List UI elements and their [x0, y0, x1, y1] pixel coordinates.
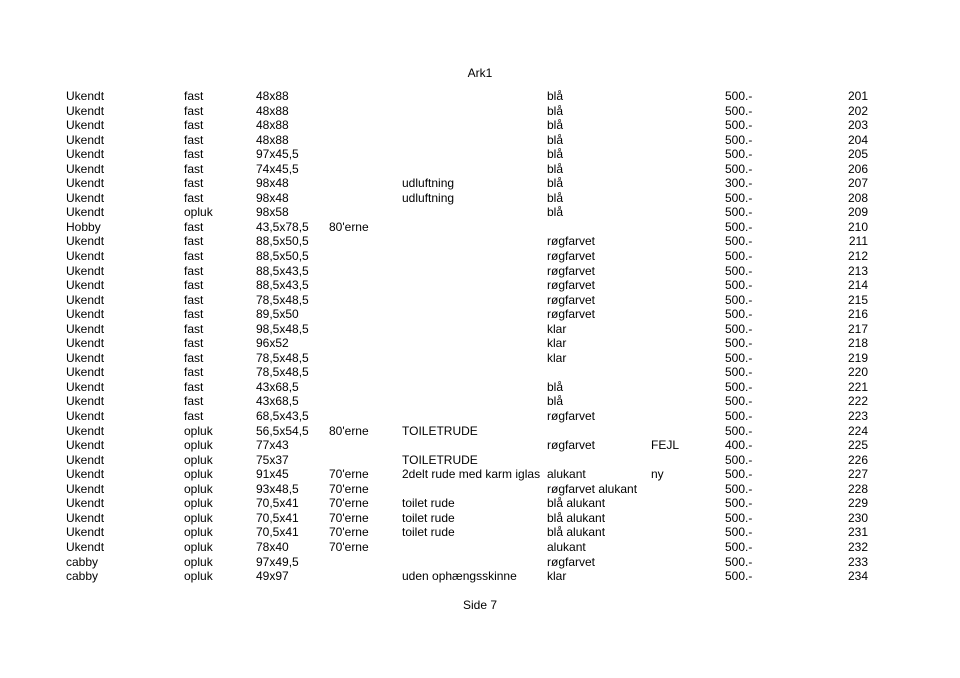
glass-cell: klar [547, 321, 567, 336]
model-cell: Ukendt [66, 263, 105, 278]
table-row [0, 162, 960, 177]
glass-cell: røgfarvet [547, 554, 596, 569]
type-cell: opluk [184, 496, 213, 511]
type-cell: fast [184, 321, 204, 336]
table-row [0, 205, 960, 220]
note-cell: 2delt rude med karm iglas [402, 467, 541, 482]
type-cell: fast [184, 118, 204, 133]
table-row [0, 525, 960, 540]
table-row [0, 496, 960, 511]
era-cell: 70'erne [329, 539, 369, 554]
item-number-cell: 229 [847, 496, 868, 511]
table-row [0, 380, 960, 395]
glass-cell: klar [547, 336, 567, 351]
item-number-cell: 207 [847, 176, 868, 191]
item-number-cell: 203 [847, 118, 868, 133]
price-cell: 500.- [725, 554, 753, 569]
glass-cell: røgfarvet [547, 278, 596, 293]
sheet-title: Ark1 [467, 66, 493, 80]
glass-cell: blå [547, 103, 564, 118]
price-cell: 500.- [725, 292, 753, 307]
item-number-cell: 219 [847, 350, 868, 365]
table-row [0, 176, 960, 191]
item-number-cell: 231 [847, 525, 868, 540]
price-cell: 500.- [725, 132, 753, 147]
size-cell: 98x58 [256, 205, 289, 220]
size-cell: 43,5x78,5 [256, 219, 309, 234]
item-number-cell: 222 [847, 394, 868, 409]
size-cell: 91x45 [256, 467, 289, 482]
price-cell: 500.- [725, 278, 753, 293]
type-cell: fast [184, 307, 204, 322]
type-cell: fast [184, 394, 204, 409]
table-row [0, 89, 960, 104]
price-cell: 500.- [725, 336, 753, 351]
type-cell: fast [184, 278, 204, 293]
model-cell: Ukendt [66, 525, 105, 540]
price-cell: 500.- [725, 190, 753, 205]
size-cell: 88,5x50,5 [256, 234, 309, 249]
page-number: Side 7 [462, 598, 498, 612]
item-number-cell: 227 [847, 467, 868, 482]
type-cell: fast [184, 219, 204, 234]
model-cell: Ukendt [66, 132, 105, 147]
item-number-cell: 217 [847, 321, 868, 336]
size-cell: 74x45,5 [256, 161, 299, 176]
price-cell: 500.- [725, 321, 753, 336]
item-number-cell: 221 [847, 379, 868, 394]
type-cell: fast [184, 365, 204, 380]
size-cell: 98,5x48,5 [256, 321, 309, 336]
size-cell: 78x40 [256, 539, 289, 554]
note-cell: udluftning [402, 190, 455, 205]
price-cell: 500.- [725, 496, 753, 511]
price-cell: 500.- [725, 234, 753, 249]
table-row [0, 365, 960, 380]
note-cell: toilet rude [402, 496, 455, 511]
model-cell: Ukendt [66, 350, 105, 365]
item-number-cell: 226 [847, 452, 868, 467]
type-cell: fast [184, 409, 204, 424]
size-cell: 93x48,5 [256, 481, 299, 496]
table-row [0, 307, 960, 322]
table-row [0, 220, 960, 235]
item-number-cell: 213 [847, 263, 868, 278]
model-cell: Ukendt [66, 321, 105, 336]
type-cell: fast [184, 263, 204, 278]
price-cell: 500.- [725, 467, 753, 482]
model-cell: Ukendt [66, 365, 105, 380]
table-row [0, 424, 960, 439]
size-cell: 77x43 [256, 438, 289, 453]
item-number-cell: 224 [847, 423, 868, 438]
table-row [0, 453, 960, 468]
model-cell: Ukendt [66, 292, 105, 307]
item-number-cell: 202 [847, 103, 868, 118]
price-cell: 500.- [725, 379, 753, 394]
price-cell: 500.- [725, 219, 753, 234]
size-cell: 88,5x43,5 [256, 263, 309, 278]
type-cell: fast [184, 147, 204, 162]
size-cell: 97x45,5 [256, 147, 299, 162]
glass-cell: blå [547, 89, 564, 103]
type-cell: opluk [184, 205, 213, 220]
type-cell: fast [184, 292, 204, 307]
model-cell: Ukendt [66, 234, 105, 249]
table-row [0, 249, 960, 264]
type-cell: opluk [184, 510, 213, 525]
note-cell: TOILETRUDE [402, 423, 478, 438]
table-row [0, 540, 960, 555]
glass-cell: røgfarvet [547, 234, 596, 249]
era-cell: 70'erne [329, 467, 369, 482]
glass-cell: blå [547, 379, 564, 394]
glass-cell: alukant [547, 467, 586, 482]
era-cell: 70'erne [329, 496, 369, 511]
size-cell: 96x52 [256, 336, 289, 351]
price-cell: 500.- [725, 147, 753, 162]
model-cell: Ukendt [66, 190, 105, 205]
glass-cell: røgfarvet [547, 409, 596, 424]
table-row [0, 322, 960, 337]
type-cell: fast [184, 89, 204, 103]
size-cell: 70,5x41 [256, 496, 299, 511]
size-cell: 43x68,5 [256, 394, 299, 409]
price-cell: 500.- [725, 539, 753, 554]
item-number-cell: 233 [847, 554, 868, 569]
glass-cell: klar [547, 569, 567, 584]
item-number-cell: 230 [847, 510, 868, 525]
price-cell: 500.- [725, 525, 753, 540]
type-cell: opluk [184, 554, 213, 569]
type-cell: fast [184, 249, 204, 264]
item-number-cell: 214 [847, 278, 868, 293]
glass-cell: blå alukant [547, 496, 606, 511]
glass-cell: klar [547, 350, 567, 365]
price-cell: 500.- [725, 263, 753, 278]
type-cell: fast [184, 379, 204, 394]
model-cell: Ukendt [66, 336, 105, 351]
glass-cell: blå [547, 176, 564, 191]
item-number-cell: 228 [847, 481, 868, 496]
size-cell: 48x88 [256, 118, 289, 133]
size-cell: 97x49,5 [256, 554, 299, 569]
glass-cell: blå [547, 161, 564, 176]
glass-cell: blå [547, 118, 564, 133]
data-table [0, 89, 960, 584]
glass-cell: blå [547, 394, 564, 409]
table-row [0, 555, 960, 570]
note-cell: uden ophængsskinne [402, 569, 517, 584]
model-cell: Ukendt [66, 249, 105, 264]
size-cell: 78,5x48,5 [256, 350, 309, 365]
table-row [0, 191, 960, 206]
type-cell: fast [184, 161, 204, 176]
item-number-cell: 225 [847, 438, 868, 453]
item-number-cell: 204 [847, 132, 868, 147]
model-cell: Ukendt [66, 423, 105, 438]
price-cell: 500.- [725, 481, 753, 496]
model-cell: Ukendt [66, 496, 105, 511]
item-number-cell: 205 [847, 147, 868, 162]
table-row [0, 133, 960, 148]
price-cell: 500.- [725, 350, 753, 365]
price-cell: 500.- [725, 569, 753, 584]
table-row [0, 293, 960, 308]
size-cell: 88,5x50,5 [256, 249, 309, 264]
glass-cell: røgfarvet alukant [547, 481, 638, 496]
table-row [0, 264, 960, 279]
glass-cell: røgfarvet [547, 249, 596, 264]
type-cell: opluk [184, 481, 213, 496]
price-cell: 500.- [725, 409, 753, 424]
note-cell: toilet rude [402, 525, 455, 540]
item-number-cell: 211 [848, 234, 868, 249]
table-row [0, 467, 960, 482]
table-row [0, 394, 960, 409]
model-cell: Hobby [66, 219, 101, 234]
glass-cell: blå alukant [547, 525, 606, 540]
type-cell: fast [184, 190, 204, 205]
item-number-cell: 215 [847, 292, 868, 307]
glass-cell: røgfarvet [547, 292, 596, 307]
item-number-cell: 216 [847, 307, 868, 322]
note-cell: toilet rude [402, 510, 455, 525]
glass-cell: blå [547, 190, 564, 205]
era-cell: 70'erne [329, 525, 369, 540]
model-cell: Ukendt [66, 539, 105, 554]
type-cell: opluk [184, 569, 213, 584]
glass-cell: alukant [547, 539, 586, 554]
size-cell: 98x48 [256, 176, 289, 191]
size-cell: 70,5x41 [256, 510, 299, 525]
model-cell: Ukendt [66, 409, 105, 424]
model-cell: Ukendt [66, 176, 105, 191]
model-cell: Ukendt [66, 161, 105, 176]
type-cell: fast [184, 350, 204, 365]
glass-cell: røgfarvet [547, 307, 596, 322]
table-row [0, 409, 960, 424]
model-cell: Ukendt [66, 394, 105, 409]
table-row [0, 234, 960, 249]
model-cell: Ukendt [66, 481, 105, 496]
item-number-cell: 208 [847, 190, 868, 205]
table-row [0, 511, 960, 526]
item-number-cell: 223 [847, 409, 868, 424]
price-cell: 500.- [725, 423, 753, 438]
price-cell: 500.- [725, 89, 753, 103]
table-row [0, 336, 960, 351]
price-cell: 500.- [725, 452, 753, 467]
type-cell: opluk [184, 423, 213, 438]
price-cell: 300.- [725, 176, 753, 191]
price-cell: 500.- [725, 394, 753, 409]
model-cell: Ukendt [66, 379, 105, 394]
price-cell: 500.- [725, 249, 753, 264]
model-cell: Ukendt [66, 510, 105, 525]
item-number-cell: 201 [847, 89, 868, 103]
era-cell: 70'erne [329, 510, 369, 525]
size-cell: 75x37 [256, 452, 289, 467]
price-cell: 500.- [725, 118, 753, 133]
item-number-cell: 212 [847, 249, 868, 264]
model-cell: Ukendt [66, 438, 105, 453]
item-number-cell: 232 [847, 539, 868, 554]
item-number-cell: 234 [847, 569, 868, 584]
size-cell: 78,5x48,5 [256, 292, 309, 307]
size-cell: 88,5x43,5 [256, 278, 309, 293]
glass-cell: blå alukant [547, 510, 606, 525]
item-number-cell: 206 [847, 161, 868, 176]
era-cell: 80'erne [329, 423, 369, 438]
table-row [0, 278, 960, 293]
model-cell: cabby [66, 554, 99, 569]
glass-cell: blå [547, 147, 564, 162]
model-cell: Ukendt [66, 147, 105, 162]
glass-cell: røgfarvet [547, 263, 596, 278]
size-cell: 43x68,5 [256, 379, 299, 394]
type-cell: fast [184, 176, 204, 191]
type-cell: opluk [184, 467, 213, 482]
table-row [0, 351, 960, 366]
model-cell: Ukendt [66, 89, 105, 103]
size-cell: 98x48 [256, 190, 289, 205]
table-row [0, 147, 960, 162]
model-cell: Ukendt [66, 118, 105, 133]
size-cell: 48x88 [256, 132, 289, 147]
type-cell: fast [184, 103, 204, 118]
era-cell: 80'erne [329, 219, 369, 234]
price-cell: 500.- [725, 103, 753, 118]
type-cell: fast [184, 336, 204, 351]
size-cell: 48x88 [256, 89, 289, 103]
remark-cell: FEJL [651, 438, 680, 453]
size-cell: 48x88 [256, 103, 289, 118]
size-cell: 78,5x48,5 [256, 365, 309, 380]
size-cell: 70,5x41 [256, 525, 299, 540]
note-cell: udluftning [402, 176, 455, 191]
type-cell: opluk [184, 539, 213, 554]
glass-cell: blå [547, 132, 564, 147]
glass-cell: røgfarvet [547, 438, 596, 453]
size-cell: 68,5x43,5 [256, 409, 309, 424]
model-cell: Ukendt [66, 307, 105, 322]
table-row [0, 569, 960, 584]
era-cell: 70'erne [329, 481, 369, 496]
type-cell: opluk [184, 525, 213, 540]
model-cell: Ukendt [66, 467, 105, 482]
remark-cell: ny [651, 467, 664, 482]
table-row [0, 438, 960, 453]
item-number-cell: 210 [847, 219, 868, 234]
glass-cell: blå [547, 205, 564, 220]
model-cell: Ukendt [66, 205, 105, 220]
size-cell: 89,5x50 [256, 307, 299, 322]
model-cell: Ukendt [66, 278, 105, 293]
size-cell: 56,5x54,5 [256, 423, 309, 438]
table-row [0, 118, 960, 133]
model-cell: Ukendt [66, 452, 105, 467]
type-cell: opluk [184, 438, 213, 453]
price-cell: 500.- [725, 365, 753, 380]
type-cell: opluk [184, 452, 213, 467]
size-cell: 49x97 [256, 569, 289, 584]
price-cell: 500.- [725, 161, 753, 176]
price-cell: 500.- [725, 205, 753, 220]
item-number-cell: 220 [847, 365, 868, 380]
item-number-cell: 218 [847, 336, 868, 351]
note-cell: TOILETRUDE [402, 452, 478, 467]
table-row [0, 482, 960, 497]
model-cell: cabby [66, 569, 99, 584]
item-number-cell: 209 [847, 205, 868, 220]
price-cell: 500.- [725, 307, 753, 322]
price-cell: 500.- [725, 510, 753, 525]
type-cell: fast [184, 234, 204, 249]
table-row [0, 104, 960, 119]
type-cell: fast [184, 132, 204, 147]
model-cell: Ukendt [66, 103, 105, 118]
price-cell: 400.- [725, 438, 753, 453]
